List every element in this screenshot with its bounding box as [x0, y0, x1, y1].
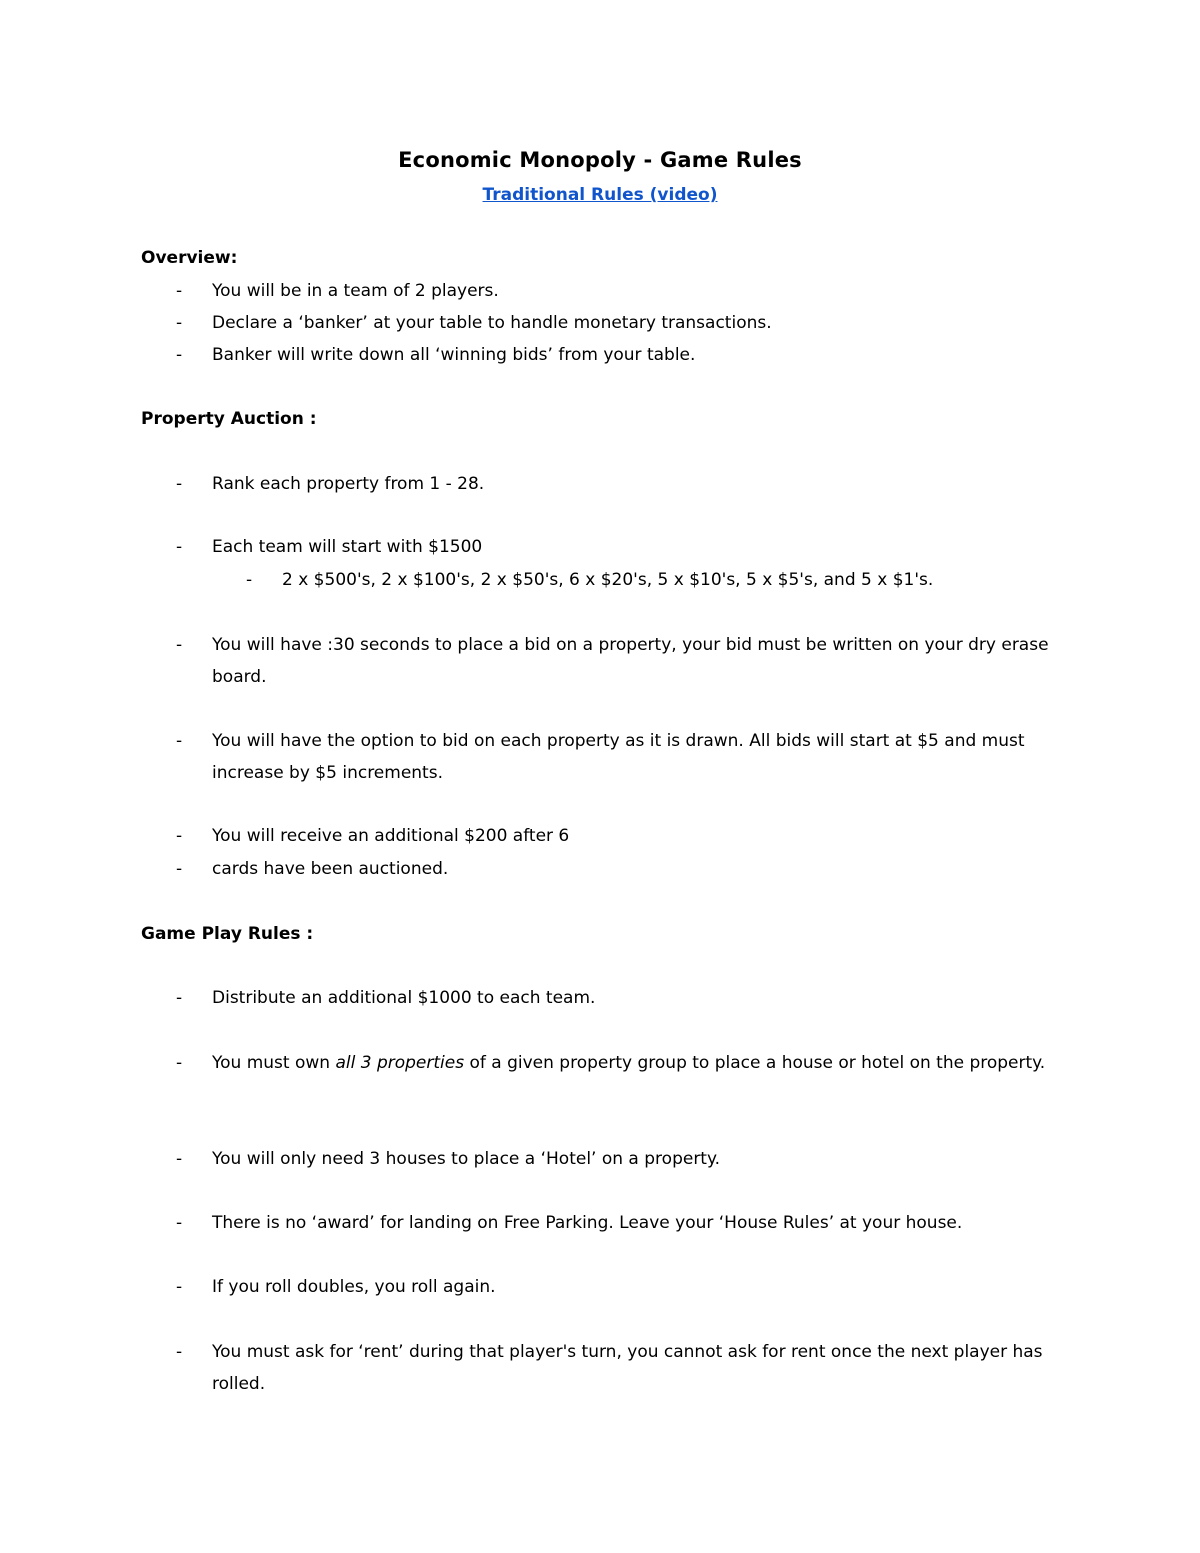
gameplay-item-text: There is no ‘award’ for landing on Free Parking. Leave your ‘House Rules’ at your house.: [212, 1213, 963, 1233]
gameplay-item-text: You will only need 3 houses to place a ‘Hotel’ on a property.: [212, 1149, 721, 1169]
gameplay-item-text: You must ask for ‘rent’ during that player's turn, you cannot ask for rent once the next player has rolled.: [212, 1342, 1043, 1394]
gameplay-item-text-after: of a given property group to place a house or hotel on the property.: [464, 1053, 1046, 1073]
property-auction-heading: Property Auction :: [141, 409, 317, 429]
gameplay-item: [176, 1207, 1076, 1239]
all-3-properties-emphasis: all 3 properties: [335, 1053, 465, 1073]
auction-item-text: You will have :30 seconds to place a bid on a property, your bid must be written on your dry erase board.: [212, 635, 1049, 687]
overview-item-text: Declare a ‘banker’ at your table to handle monetary transactions.: [212, 313, 772, 333]
gameplay-item-text: Distribute an additional $1000 to each team.: [212, 988, 596, 1008]
auction-item: [176, 853, 1076, 885]
gameplay-item-text: [212, 1047, 1062, 1079]
gameplay-item-text-before: You must own: [212, 1053, 336, 1073]
bullet-dash: -: [176, 1277, 183, 1297]
gameplay-item: [176, 1271, 1076, 1303]
game-play-rules-heading: Game Play Rules :: [141, 924, 314, 944]
bullet-dash: -: [176, 988, 183, 1008]
bullet-dash: -: [176, 1149, 183, 1169]
bullet-dash: -: [176, 859, 183, 879]
auction-item-text: Each team will start with $1500: [212, 537, 483, 557]
bullet-dash: -: [176, 474, 183, 494]
bullet-dash: -: [176, 1342, 183, 1362]
auction-item: [176, 725, 1076, 789]
overview-heading: Overview:: [141, 248, 238, 268]
auction-item-text: You will receive an additional $200 after 6: [212, 826, 570, 846]
bullet-dash: -: [176, 731, 183, 751]
bullet-dash: -: [176, 537, 183, 557]
gameplay-item: [176, 1047, 1076, 1079]
bullet-dash: -: [246, 570, 253, 590]
bullet-dash: -: [176, 1053, 183, 1073]
traditional-rules-video-link[interactable]: Traditional Rules (video): [482, 185, 718, 205]
auction-item-text: Rank each property from 1 - 28.: [212, 474, 485, 494]
auction-subitem-text: 2 x $500's, 2 x $100's, 2 x $50's, 6 x $20's, 5 x $10's, 5 x $5's, and 5 x $1's.: [282, 570, 934, 590]
bullet-dash: -: [176, 345, 183, 365]
overview-item: [176, 339, 1076, 371]
overview-item-text: You will be in a team of 2 players.: [212, 281, 499, 301]
auction-item: [176, 531, 1076, 563]
gameplay-item: [176, 1336, 1076, 1400]
auction-item-text: You will have the option to bid on each property as it is drawn. All bids will start at $5 and must increase by $5 increments.: [212, 731, 1025, 783]
traditional-rules-link-wrapper: [0, 180, 1200, 210]
bullet-dash: -: [176, 1213, 183, 1233]
overview-item: [176, 275, 1076, 307]
auction-item-text: cards have been auctioned.: [212, 859, 449, 879]
bullet-dash: -: [176, 635, 183, 655]
gameplay-item-text: If you roll doubles, you roll again.: [212, 1277, 496, 1297]
gameplay-item: [176, 982, 1076, 1014]
auction-item: [176, 820, 1076, 852]
bullet-dash: -: [176, 281, 183, 301]
auction-item: [176, 468, 1076, 500]
overview-item-text: Banker will write down all ‘winning bids’ from your table.: [212, 345, 696, 365]
bullet-dash: -: [176, 313, 183, 333]
auction-item: [176, 629, 1076, 693]
overview-item: [176, 307, 1076, 339]
bullet-dash: -: [176, 826, 183, 846]
page-title: Economic Monopoly - Game Rules: [398, 148, 802, 172]
auction-subitem: [246, 564, 1146, 596]
gameplay-item: [176, 1143, 1076, 1175]
